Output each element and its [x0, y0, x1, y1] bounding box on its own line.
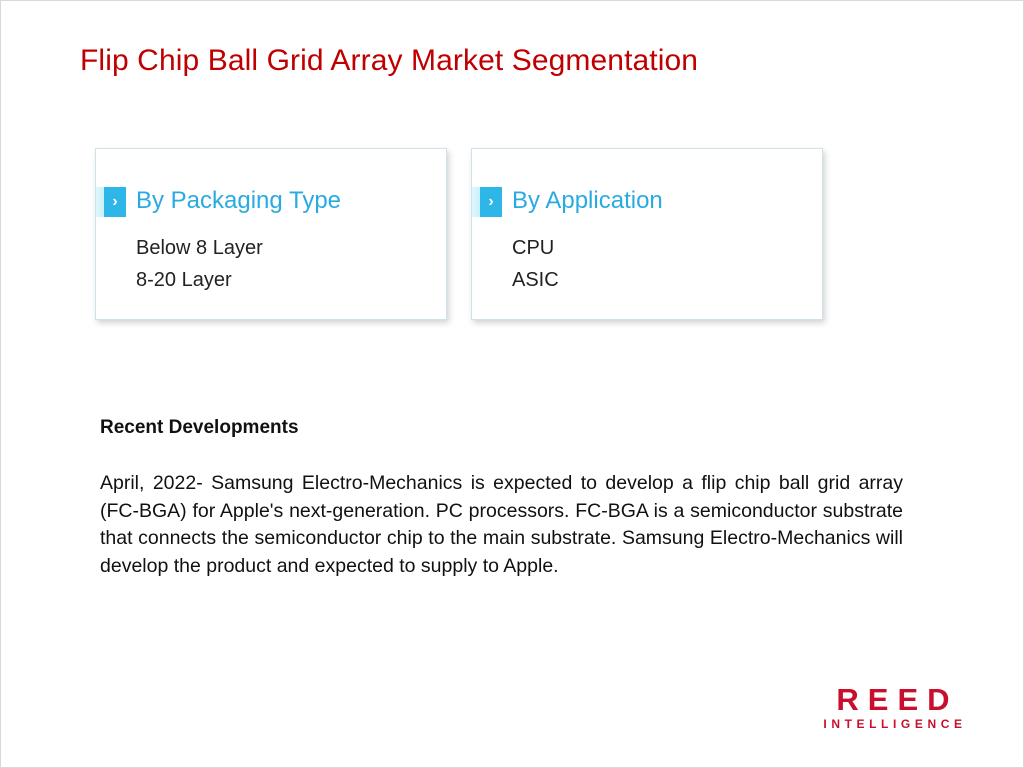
list-item: Below 8 Layer — [136, 237, 263, 259]
list-item: 8-20 Layer — [136, 269, 232, 291]
segment-card-packaging-type — [95, 148, 447, 320]
segment-card-application — [471, 148, 823, 320]
segment-heading: By Packaging Type — [136, 187, 342, 214]
list-item: CPU — [512, 237, 555, 259]
chevron-right-icon: › — [96, 187, 126, 217]
recent-developments-heading: Recent Developments — [100, 417, 299, 438]
segment-heading: By Application — [512, 187, 663, 214]
chevron-right-icon: › — [472, 187, 502, 217]
segment-list — [136, 232, 263, 296]
logo-sub-text: INTELLIGENCE — [823, 717, 967, 731]
list-item: ASIC — [512, 269, 559, 291]
logo-main-text: REED — [836, 682, 959, 717]
recent-developments-text: April, 2022- Samsung Electro-Mechanics is expected to develop a flip chip ball grid array (FC-BGA) for Apple's next-generation. PC processors. FC-BGA is a semiconductor substrate that connects the semiconductor chip to the main substrate. Samsung Electro-Mechanics will develop the product and expected to supply to Apple. — [100, 472, 903, 577]
segment-list — [512, 232, 559, 296]
page-title: Flip Chip Ball Grid Array Market Segmentation — [80, 44, 699, 77]
company-logo — [818, 684, 968, 732]
